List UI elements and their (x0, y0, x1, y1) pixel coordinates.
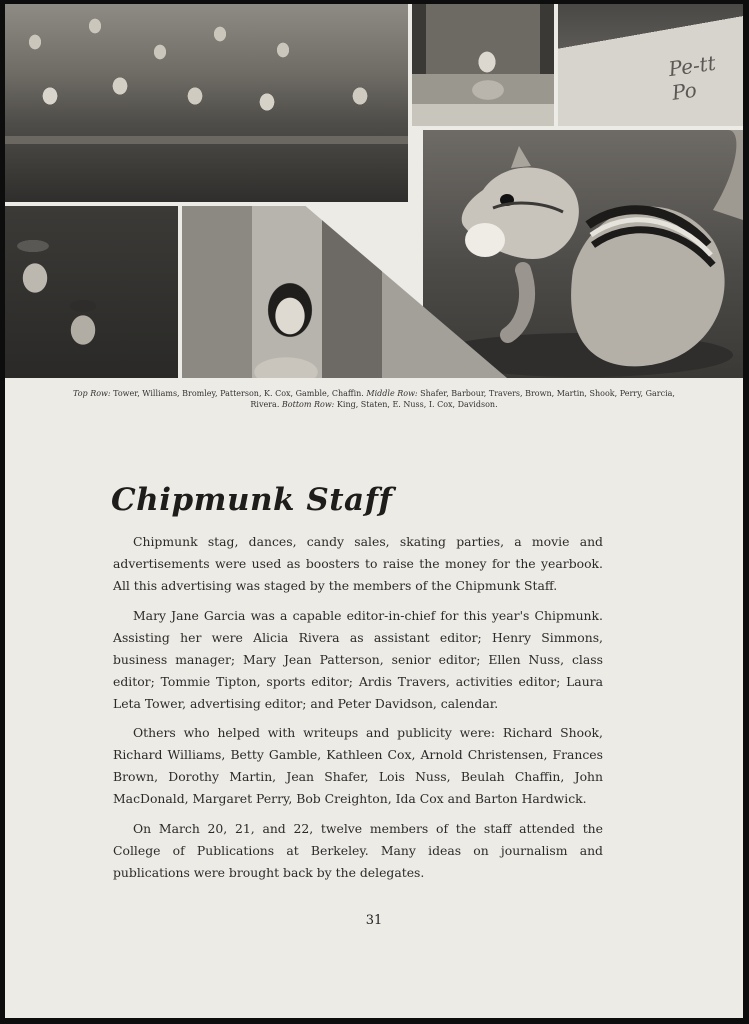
article-paragraph: Others who helped with writeups and publicity were: Richard Shook, Richard Williams, Betty Gamble, Kathleen Cox, Arnold Christensen, Frances Brown, Dorothy Martin, Jean Shafer, Lois Nuss, Beulah Chaffin, John MacDonald, Margaret Perry, Bob Creighton, Ida Cox and Barton Hardwick. (113, 725, 603, 807)
article-title: Chipmunk Staff (111, 482, 393, 518)
photo-collage (5, 4, 743, 378)
yearbook-page (5, 4, 743, 1018)
photo-caption (65, 389, 683, 410)
girl-in-window-photo (412, 4, 554, 126)
men-with-hats-photo (5, 206, 178, 378)
page-number: 31 (365, 913, 383, 928)
caption-bottom-row-label: Bottom Row: (281, 399, 335, 409)
classroom-photo (5, 4, 408, 202)
caption-middle-row-names: Shafer, Barbour, Travers, Brown, Martin, Shook, Perry, Garcia, Rivera. (250, 389, 675, 409)
caption-middle-row-label: Middle Row: (366, 389, 418, 398)
article-body (113, 531, 603, 892)
sign-photo (558, 4, 743, 126)
chipmunk-illustration (423, 130, 743, 378)
chipmunk-photo (423, 130, 743, 378)
caption-top-row-label: Top Row: (73, 389, 111, 398)
article-paragraph: On March 20, 21, and 22, twelve members of the staff attended the College of Publications at Berkeley. Many ideas on journalism and publications were brought back by the delegates. (113, 821, 603, 881)
sign-lettering: Pe‑tt Po (667, 50, 718, 105)
caption-top-row-names: Tower, Williams, Bromley, Patterson, K. Cox, Gamble, Chaffin. (110, 389, 367, 398)
article-paragraph: Mary Jane Garcia was a capable editor-in-chief for this year's Chipmunk. Assisting her were Alicia Rivera as assistant editor; Henry Simmons, business manager; Mary Jean Patterson, senior editor; Ellen Nuss, class editor; Tommie Tipton, sports editor; Ardis Travers, activities editor; Laura Leta Tower, advertising editor; and Peter Davidson, calendar. (113, 607, 603, 711)
caption-bottom-row-names: King, Staten, E. Nuss, I. Cox, Davidson. (334, 399, 498, 409)
article-paragraph: Chipmunk stag, dances, candy sales, skating parties, a movie and advertisements were used as boosters to raise the money for the yearbook. All this advertising was staged by the members of the Chipmunk Staff. (113, 534, 603, 593)
